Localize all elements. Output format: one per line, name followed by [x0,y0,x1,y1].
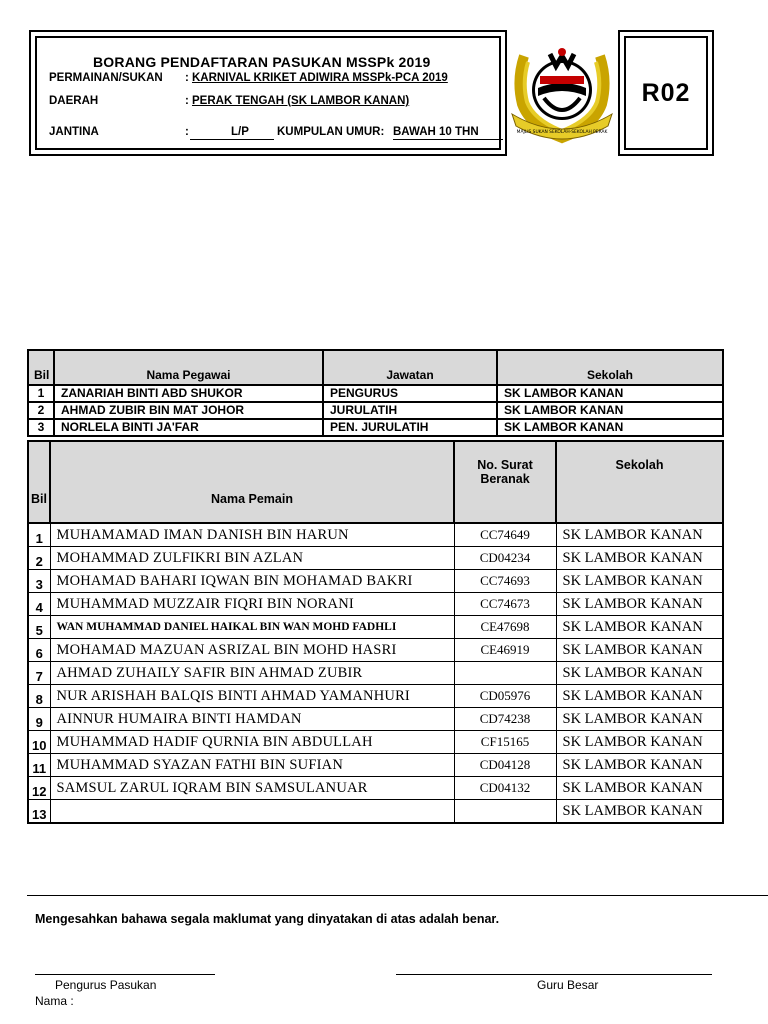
officials-header-row [28,350,723,385]
player-surat [454,800,556,824]
player-sekolah: SK LAMBOR KANAN [556,616,723,639]
permainan-value: KARNIVAL KRIKET ADIWIRA MSSPk-PCA 2019 [192,72,448,84]
header-inner-box [35,36,501,150]
player-nama: AINNUR HUMAIRA BINTI HAMDAN [50,708,454,731]
player-nama: MUHAMMAD SYAZAN FATHI BIN SUFIAN [50,754,454,777]
official-sekolah: SK LAMBOR KANAN [497,385,723,402]
players-header-row [28,441,723,523]
officials-header-jawatan: Jawatan [323,350,497,385]
player-row [28,777,723,800]
daerah-value: PERAK TENGAH (SK LAMBOR KANAN) [192,95,410,107]
player-row [28,662,723,685]
players-header-bil: Bil [28,441,50,523]
player-surat: CD04234 [454,547,556,570]
player-nama: MOHAMAD BAHARI IQWAN BIN MOHAMAD BAKRI [50,570,454,593]
player-nama: AHMAD ZUHAILY SAFIR BIN AHMAD ZUBIR [50,662,454,685]
official-bil: 2 [28,402,54,419]
officials-table [27,349,724,437]
player-sekolah: SK LAMBOR KANAN [556,523,723,547]
colon: : [185,126,189,138]
official-bil: 1 [28,385,54,402]
player-sekolah: SK LAMBOR KANAN [556,800,723,824]
player-row [28,754,723,777]
players-table [27,440,724,824]
umur-underline [393,139,503,140]
official-bil: 3 [28,419,54,436]
player-nama: MOHAMMAD ZULFIKRI BIN AZLAN [50,547,454,570]
player-bil: 8 [28,685,50,708]
player-surat: CE47698 [454,616,556,639]
player-surat: CF15165 [454,731,556,754]
player-surat: CD04132 [454,777,556,800]
player-sekolah: SK LAMBOR KANAN [556,662,723,685]
logo-ribbon-text: MAJLIS SUKAN SEKOLAH-SEKOLAH PERAK [516,130,608,135]
player-sekolah: SK LAMBOR KANAN [556,708,723,731]
player-bil: 5 [28,616,50,639]
signature-label-pengurus: Pengurus Pasukan [55,978,157,992]
player-surat: CC74693 [454,570,556,593]
confirmation-text: Mengesahkan bahawa segala maklumat yang dinyatakan di atas adalah benar. [35,912,500,926]
player-surat: CE46919 [454,639,556,662]
player-sekolah: SK LAMBOR KANAN [556,685,723,708]
player-row [28,616,723,639]
player-nama: MUHAMMAD MUZZAIR FIQRI BIN NORANI [50,593,454,616]
signature-line-left [35,974,215,975]
player-row [28,547,723,570]
player-bil: 4 [28,593,50,616]
officials-header-sekolah: Sekolah [497,350,723,385]
player-nama: MUHAMMAD HADIF QURNIA BIN ABDULLAH [50,731,454,754]
official-nama: AHMAD ZUBIR BIN MAT JOHOR [54,402,323,419]
player-bil: 10 [28,731,50,754]
players-header-surat: No. Surat Beranak [454,441,556,523]
player-nama [50,800,454,824]
player-row [28,570,723,593]
player-row [28,593,723,616]
player-bil: 9 [28,708,50,731]
header-box [29,30,507,156]
player-surat: CC74649 [454,523,556,547]
official-sekolah: SK LAMBOR KANAN [497,419,723,436]
nama-label: Nama : [35,994,74,1008]
mssp-logo [510,36,614,148]
player-surat: CD04128 [454,754,556,777]
official-sekolah: SK LAMBOR KANAN [497,402,723,419]
jantina-value: L/P [231,126,249,138]
official-jawatan: PENGURUS [323,385,497,402]
players-header-nama: Nama Pemain [50,441,454,523]
player-sekolah: SK LAMBOR KANAN [556,754,723,777]
signature-label-guru-besar: Guru Besar [537,978,599,992]
player-surat: CD74238 [454,708,556,731]
player-surat: CD05976 [454,685,556,708]
jantina-underline [190,139,274,140]
player-bil: 7 [28,662,50,685]
officials-row [28,402,723,419]
players-header-sekolah: Sekolah [556,441,723,523]
official-jawatan: PEN. JURULATIH [323,419,497,436]
player-nama: WAN MUHAMMAD DANIEL HAIKAL BIN WAN MOHD FADHLI [50,616,454,639]
player-bil: 11 [28,754,50,777]
player-bil: 3 [28,570,50,593]
player-bil: 12 [28,777,50,800]
umur-value: BAWAH 10 THN [393,126,479,138]
official-jawatan: JURULATIH [323,402,497,419]
player-row [28,523,723,547]
player-nama: MOHAMAD MAZUAN ASRIZAL BIN MOHD HASRI [50,639,454,662]
player-sekolah: SK LAMBOR KANAN [556,639,723,662]
player-nama: SAMSUL ZARUL IQRAM BIN SAMSULANUAR [50,777,454,800]
colon: : [185,95,189,107]
officials-header-nama: Nama Pegawai [54,350,323,385]
form-code: R02 [641,78,691,107]
player-bil: 13 [28,800,50,824]
player-sekolah: SK LAMBOR KANAN [556,570,723,593]
footer-divider [27,895,768,896]
code-box [618,30,714,156]
player-row [28,639,723,662]
colon: : [185,72,189,84]
daerah-label: DAERAH [49,95,99,107]
signature-line-right [396,974,712,975]
mssp-crest-icon [510,36,614,148]
jantina-label: JANTINA [49,126,99,138]
umur-label: KUMPULAN UMUR: [277,126,385,138]
player-sekolah: SK LAMBOR KANAN [556,777,723,800]
officials-row [28,385,723,402]
official-nama: NORLELA BINTI JA'FAR [54,419,323,436]
player-surat: CC74673 [454,593,556,616]
code-inner-box [624,36,708,150]
officials-header-bil: Bil [28,350,54,385]
player-surat [454,662,556,685]
player-nama: NUR ARISHAH BALQIS BINTI AHMAD YAMANHURI [50,685,454,708]
player-row [28,731,723,754]
player-row [28,800,723,824]
player-row [28,708,723,731]
officials-row [28,419,723,436]
player-sekolah: SK LAMBOR KANAN [556,593,723,616]
official-nama: ZANARIAH BINTI ABD SHUKOR [54,385,323,402]
player-sekolah: SK LAMBOR KANAN [556,547,723,570]
player-bil: 2 [28,547,50,570]
player-bil: 1 [28,523,50,547]
player-row [28,685,723,708]
permainan-label: PERMAINAN/SUKAN [49,72,163,84]
player-bil: 6 [28,639,50,662]
player-sekolah: SK LAMBOR KANAN [556,731,723,754]
form-title: BORANG PENDAFTARAN PASUKAN MSSPk 2019 [93,54,431,70]
player-nama: MUHAMAMAD IMAN DANISH BIN HARUN [50,523,454,547]
